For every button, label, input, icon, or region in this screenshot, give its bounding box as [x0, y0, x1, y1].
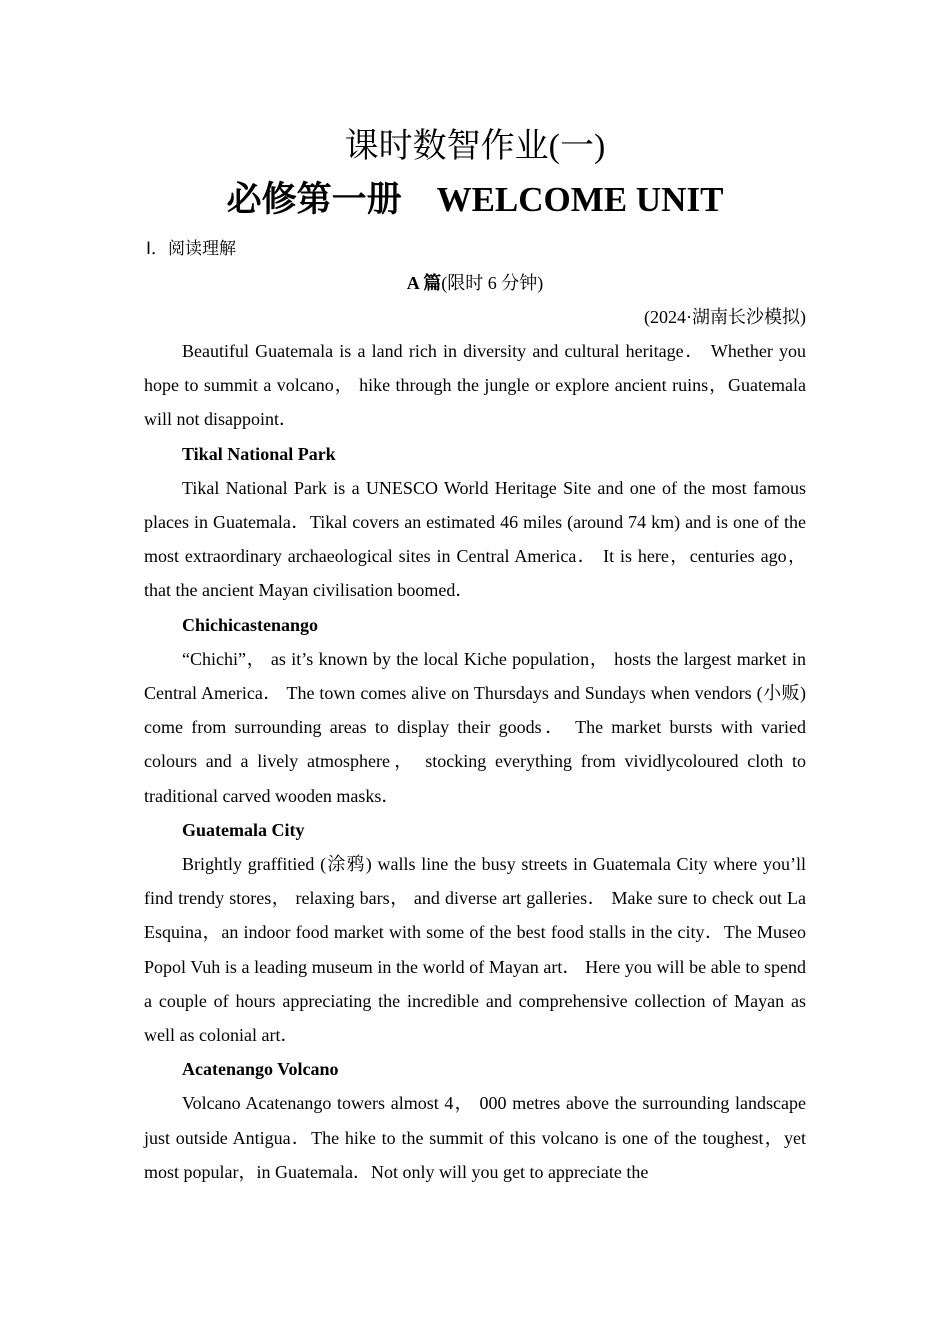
page-subtitle: 必修第一册 WELCOME UNIT	[226, 180, 724, 219]
section-heading-chichicastenango: Chichicastenango	[182, 614, 319, 635]
section-heading-tikal: Tikal National Park	[182, 443, 336, 464]
document-page	[144, 120, 806, 1189]
section-label: Ⅰ．阅读理解	[146, 239, 237, 259]
part-label: A 篇	[406, 273, 442, 293]
section-text-tikal: Tikal National Park is a UNESCO World Heritage Site and one of the most famous places in Guatemala．Tikal covers an estimated 46 miles (around 74 km) and is one of the most extraordinary archaeological sites in Central America． It is here，centuries ago，that the ancient Mayan civilisation boomed．	[144, 477, 806, 601]
page-title: 课时数智作业(一)	[344, 128, 606, 165]
source-note: (2024·湖南长沙模拟)	[644, 307, 806, 327]
part-time-note: (限时 6 分钟)	[441, 273, 544, 293]
part-title	[144, 266, 806, 300]
intro-paragraph: Beautiful Guatemala is a land rich in diversity and cultural heritage． Whether you hope to summit a volcano， hike through the jungle or explore ancient ruins，Guatemala will not disappoint．	[144, 341, 806, 430]
section-text-guatemala-city: Brightly graffitied (涂鸦) walls line the busy streets in Guatemala City where you’ll find trendy stores， relaxing bars， and diverse art galleries． Make sure to check out La Esquina，an indoor food market with some of the best food stalls in the city．The Museo Popol Vuh is a leading museum in the world of Mayan art． Here you will be able to spend a couple of hours appreciating the incredible and comprehensive collection of Mayan as well as colonial art．	[144, 854, 806, 1046]
section-heading-guatemala-city: Guatemala City	[182, 819, 305, 840]
section-text-chichicastenango: “Chichi”， as it’s known by the local Kiche population， hosts the largest market in Central America． The town comes alive on Thursdays and Sundays when vendors (小贩) come from surrounding areas to display their goods． The market bursts with varied colours and a lively atmosphere， stocking everything from vividlycoloured cloth to traditional carved wooden masks．	[144, 648, 806, 806]
section-heading-acatenango: Acatenango Volcano	[182, 1059, 339, 1080]
section-text-acatenango: Volcano Acatenango towers almost 4， 000 metres above the surrounding landscape just outside Antigua．The hike to the summit of this volcano is one of the toughest，yet most popular，in Guatemala．Not only will you get to appreciate the	[144, 1093, 806, 1182]
